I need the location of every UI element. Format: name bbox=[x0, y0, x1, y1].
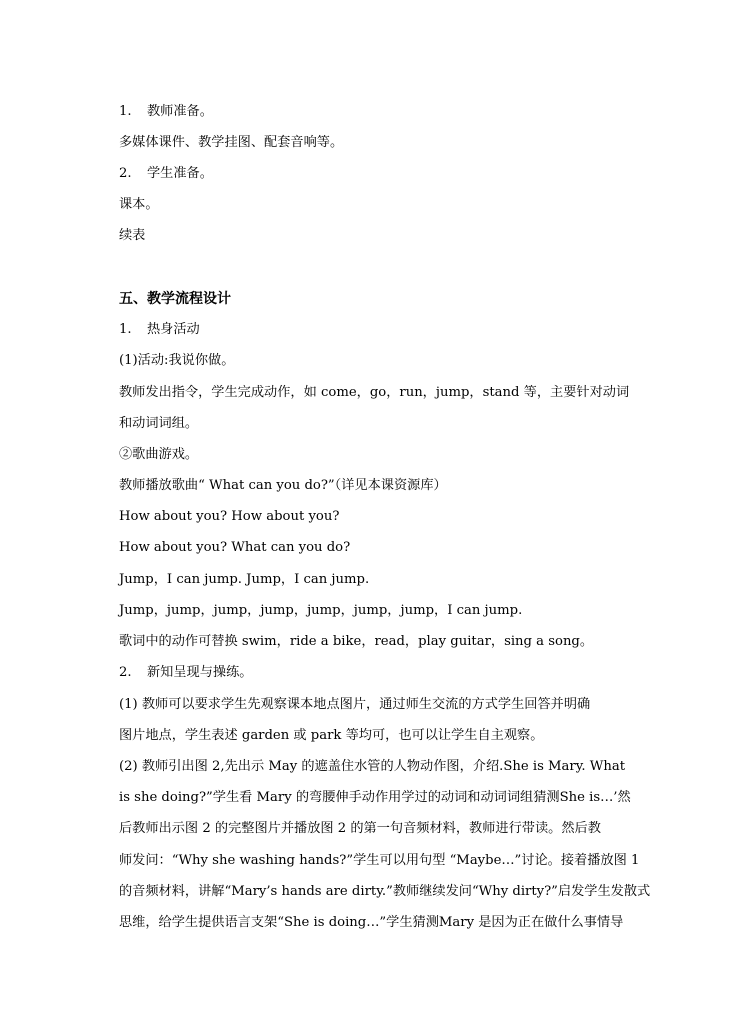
paragraph-line: 师发问：“Why she washing hands?”学生可以用句型 “Maybe…”讨论。接着播放图 1 bbox=[119, 853, 640, 868]
paragraph-line: 教师发出指令，学生完成动作，如 come，go，run，jump，stand 等，主要针对动词 bbox=[119, 385, 630, 400]
list-item bbox=[119, 321, 200, 339]
section-heading: 五、教学流程设计 bbox=[119, 291, 231, 307]
list-number: 2. bbox=[119, 166, 132, 181]
paragraph-line: is she doing?”学生看 Mary 的弯腰伸手动作用学过的动词和动词词组猜测She is…’然 bbox=[119, 790, 631, 805]
paragraph-line: 的音频材料，讲解“Mary’s hands are dirty.”教师继续发问“Why dirty?”启发学生发散式 bbox=[119, 884, 651, 899]
paragraph-line: 课本。 bbox=[119, 197, 159, 212]
list-number: 1. bbox=[119, 104, 132, 119]
paragraph-line: 续表 bbox=[119, 228, 146, 243]
paragraph-line: 和动词词组。 bbox=[119, 416, 199, 431]
list-item bbox=[119, 664, 253, 682]
lyric-line: How about you? What can you do? bbox=[119, 540, 351, 555]
list-text: 新知呈现与操练。 bbox=[147, 665, 253, 680]
paragraph-line: (1)活动:我说你做。 bbox=[119, 353, 235, 368]
list-number: 2. bbox=[119, 665, 132, 680]
lyric-line: Jump，jump，jump，jump，jump，jump，jump，I can jump. bbox=[119, 603, 523, 618]
paragraph-line: 多媒体课件、教学挂图、配套音响等。 bbox=[119, 135, 344, 150]
list-number: 1. bbox=[119, 322, 132, 337]
paragraph-line: ②歌曲游戏。 bbox=[119, 447, 199, 462]
list-item bbox=[119, 103, 213, 121]
paragraph-line: (1) 教师可以要求学生先观察课本地点图片，通过师生交流的方式学生回答并明确 bbox=[119, 697, 591, 712]
list-text: 学生准备。 bbox=[147, 166, 213, 181]
paragraph-line: 思维，给学生提供语言支架“She is doing…”学生猜测Mary 是因为正在做什么事情导 bbox=[119, 915, 624, 930]
lyric-line: Jump，I can jump. Jump，I can jump. bbox=[119, 572, 370, 587]
lyric-line: How about you? How about you? bbox=[119, 509, 340, 524]
paragraph-line: 图片地点，学生表述 garden 或 park 等均可，也可以让学生自主观察。 bbox=[119, 728, 544, 743]
paragraph-line: 歌词中的动作可替换 swim，ride a bike，read，play guitar，sing a song。 bbox=[119, 634, 594, 649]
paragraph-line: 后教师出示图 2 的完整图片并播放图 2 的第一句音频材料，教师进行带读。然后教 bbox=[119, 821, 601, 836]
list-text: 热身活动 bbox=[147, 322, 200, 337]
paragraph-line: 教师播放歌曲“ What can you do?”（详见本课资源库） bbox=[119, 478, 447, 493]
list-text: 教师准备。 bbox=[147, 104, 213, 119]
list-item bbox=[119, 165, 213, 183]
paragraph-line: (2) 教师引出图 2,先出示 May 的遮盖住水管的人物动作图，介绍.She is Mary. What bbox=[119, 759, 626, 774]
